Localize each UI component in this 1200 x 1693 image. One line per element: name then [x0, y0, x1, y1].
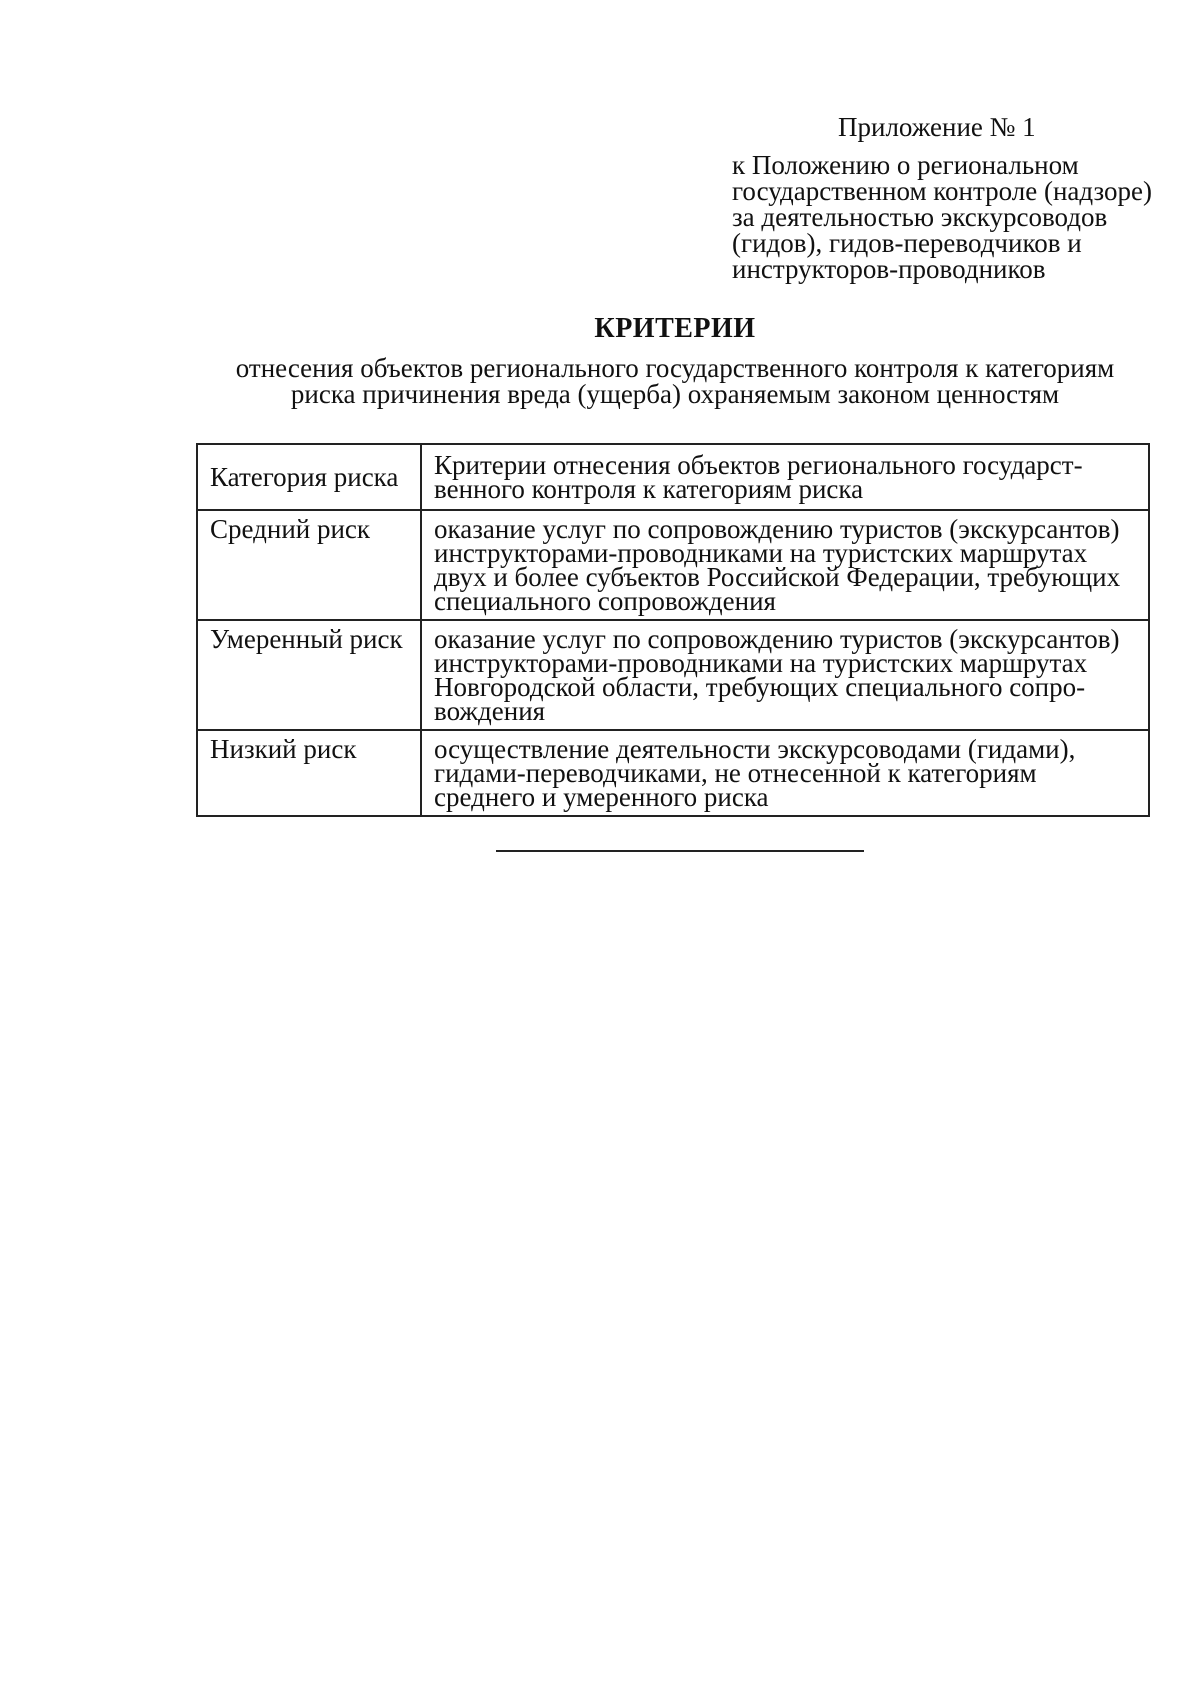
table-row — [197, 730, 1149, 816]
criteria-line: вождения — [434, 696, 546, 726]
header-criteria-line: Критерии отнесения объектов регионального государст- — [434, 450, 1083, 480]
table-header-row — [197, 444, 1149, 510]
risk-category-cell: Средний риск — [197, 510, 421, 620]
criteria-line: двух и более субъектов Российской Федерации, требующих — [434, 562, 1121, 592]
appendix-reference-line: к Положению о региональном — [732, 150, 1079, 180]
criteria-line: осуществление деятельности экскурсоводами (гидами), — [434, 734, 1076, 764]
criteria-line: инструкторами-проводниками на туристских маршрутах — [434, 538, 1088, 568]
risk-criteria-cell — [421, 620, 1149, 730]
appendix-reference-line: (гидов), гидов-переводчиков и — [732, 228, 1082, 258]
closing-divider — [496, 850, 864, 852]
header-category: Категория риска — [197, 444, 421, 510]
appendix-block — [732, 112, 1152, 282]
criteria-line: Новгородской области, требующих специального сопро- — [434, 672, 1086, 702]
appendix-reference-line: за деятельностью экскурсоводов — [732, 202, 1108, 232]
criteria-line: специального сопровождения — [434, 586, 776, 616]
document-subtitle-line: отнесения объектов регионального государственного контроля к категориям — [235, 353, 1115, 383]
criteria-line: среднего и умеренного риска — [434, 782, 769, 812]
risk-criteria-table — [196, 443, 1150, 817]
risk-criteria-cell — [421, 730, 1149, 816]
table-row — [197, 620, 1149, 730]
risk-criteria-cell — [421, 510, 1149, 620]
risk-category-cell: Умеренный риск — [197, 620, 421, 730]
document-subtitle-line: риска причинения вреда (ущерба) охраняемым законом ценностям — [290, 379, 1060, 409]
header-criteria — [421, 444, 1149, 510]
appendix-reference-line: инструкторов-проводников — [732, 254, 1046, 284]
header-criteria-line: венного контроля к категориям риска — [434, 474, 864, 504]
criteria-line: инструкторами-проводниками на туристских маршрутах — [434, 648, 1088, 678]
document-heading: КРИТЕРИИ — [594, 313, 756, 344]
criteria-line: оказание услуг по сопровождению туристов (экскурсантов) — [434, 624, 1120, 654]
criteria-line: оказание услуг по сопровождению туристов (экскурсантов) — [434, 514, 1120, 544]
document-subtitle — [0, 355, 1200, 407]
table-row — [197, 510, 1149, 620]
criteria-line: гидами-переводчиками, не отнесенной к категориям — [434, 758, 1037, 788]
appendix-reference — [732, 152, 1152, 282]
appendix-reference-line: государственном контроле (надзоре) — [732, 176, 1152, 206]
risk-category-cell: Низкий риск — [197, 730, 421, 816]
appendix-title: Приложение № 1 — [838, 112, 1036, 142]
